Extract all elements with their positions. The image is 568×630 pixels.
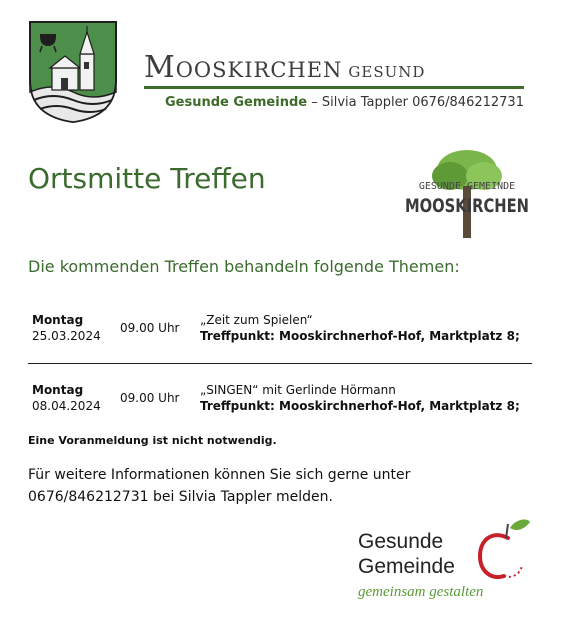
page-title: Ortsmitte Treffen — [28, 162, 266, 195]
meeting-topic: „Zeit zum Spielen“ — [200, 313, 313, 327]
tree-logo-line1: GESUNDE GEMEINDE — [418, 181, 516, 192]
tree-logo-icon — [392, 146, 542, 242]
meeting-row — [28, 382, 532, 422]
logo-tagline: gemeinsam gestalten — [358, 584, 484, 600]
brand-subtitle-bold: Gesunde Gemeinde — [165, 95, 308, 110]
brand-subtitle-contact: – Silvia Tappler 0676/846212731 — [307, 95, 524, 110]
intro-text: Die kommenden Treffen behandeln folgende Themen: — [28, 257, 460, 276]
brand-title — [144, 50, 526, 85]
logo-line2: Gemeinde — [358, 555, 455, 578]
registration-note: Eine Voranmeldung ist nicht notwendig. — [28, 434, 277, 447]
meeting-day: Montag — [32, 383, 84, 397]
meeting-date: 08.04.2024 — [32, 399, 101, 413]
gesunde-gemeinde-logo — [356, 512, 536, 608]
logo-line1: Gesunde — [358, 530, 444, 553]
brand-subtitle — [165, 95, 524, 110]
coat-of-arms-icon — [28, 20, 118, 124]
table-divider — [28, 363, 532, 364]
apple-icon — [474, 516, 532, 582]
meeting-time: 09.00 Uhr — [120, 321, 180, 335]
meeting-row — [28, 312, 532, 352]
contact-info: Für weitere Informationen können Sie sich gerne unter 0676/846212731 bei Silvia Tappler melden. — [28, 467, 411, 505]
brand-name: Mooskirchen — [144, 50, 343, 85]
meeting-place: Treffpunkt: Mooskirchnerhof-Hof, Marktplatz 8; — [200, 399, 520, 413]
meeting-time: 09.00 Uhr — [120, 391, 180, 405]
meeting-day: Montag — [32, 313, 84, 327]
meeting-topic: „SINGEN“ mit Gerlinde Hörmann — [200, 383, 396, 397]
brand-underline — [144, 86, 524, 89]
meeting-place: Treffpunkt: Mooskirchnerhof-Hof, Marktplatz 8; — [200, 329, 520, 343]
tree-logo-line2: MOOSKIRCHEN — [405, 195, 529, 217]
brand-suffix: gesund — [348, 58, 426, 82]
meeting-date: 25.03.2024 — [32, 329, 101, 343]
